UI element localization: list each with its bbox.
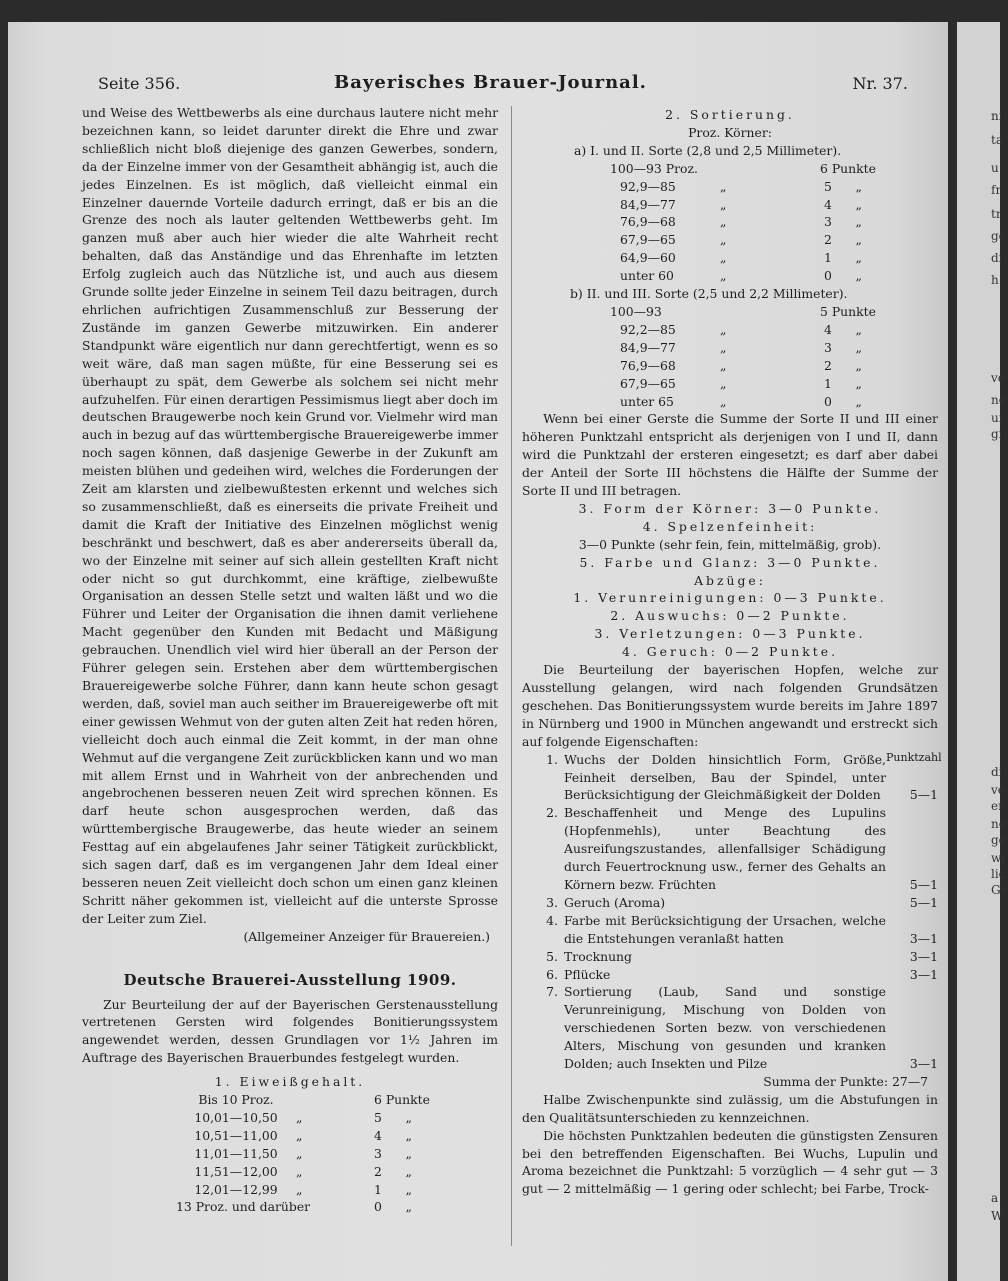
range-cell: unter 60 bbox=[620, 268, 674, 284]
item-score: 3—1 bbox=[909, 966, 938, 982]
table-row bbox=[610, 375, 876, 393]
item-number: 3. bbox=[546, 894, 558, 910]
points-column-header: Punktzahl bbox=[886, 750, 942, 764]
item-text: Trocknung bbox=[564, 948, 632, 964]
edge-text-fragment: ta bbox=[991, 133, 1003, 147]
deduction-item: 3. Verletzungen: 0—3 Punkte. bbox=[594, 626, 866, 642]
list-item bbox=[522, 750, 942, 805]
edge-text-fragment: W bbox=[991, 1209, 1004, 1223]
points-cell: 1 „ bbox=[824, 375, 862, 391]
table-row bbox=[176, 1091, 430, 1109]
points-cell: 4 „ bbox=[824, 196, 862, 212]
range-cell: 12,01—12,99 bbox=[194, 1181, 278, 1197]
edge-text-fragment: h bbox=[991, 273, 999, 287]
sort-a-table bbox=[610, 160, 876, 285]
table-row bbox=[610, 267, 876, 285]
edge-text-fragment: lic bbox=[991, 867, 1006, 881]
intro-paragraph: Zur Beurteilung der auf der Bayerischen Gerstenausstellung vertretenen Gersten wird folgendes Bonitierungssystem angewendet werden, dessen Grundlagen vor 1½ Jahren im Auftrage des Bayerischen Brauerbundes festgelegt wurden. bbox=[82, 996, 498, 1066]
ditto-mark: „ bbox=[720, 321, 727, 337]
range-cell: 84,9—77 bbox=[620, 196, 676, 212]
ditto-mark: „ bbox=[720, 232, 727, 248]
item-score: 5—1 bbox=[909, 894, 938, 910]
sorting-subtitle: Proz. Körner: bbox=[688, 124, 772, 140]
edge-text-fragment: ve bbox=[991, 783, 1005, 797]
edge-text-fragment: gi bbox=[991, 427, 1003, 441]
deduction-item: 1. Verunreinigungen: 0—3 Punkte. bbox=[573, 590, 887, 606]
item-score: 3—1 bbox=[909, 1056, 938, 1072]
table-row bbox=[176, 1181, 430, 1199]
ditto-mark: „ bbox=[296, 1145, 303, 1161]
range-cell: 92,9—85 bbox=[620, 178, 676, 194]
range-cell: unter 65 bbox=[620, 393, 674, 409]
table-row bbox=[610, 178, 876, 196]
hops-criteria-list bbox=[522, 750, 942, 1073]
list-item bbox=[522, 948, 938, 966]
left-column bbox=[82, 104, 498, 1216]
list-item bbox=[522, 912, 938, 948]
protein-table bbox=[176, 1091, 430, 1216]
item-score: 3—1 bbox=[909, 948, 938, 964]
page-number: Seite 356. bbox=[98, 74, 181, 93]
column-rule bbox=[511, 106, 512, 1246]
list-item bbox=[522, 894, 938, 912]
item-number: 6. bbox=[546, 966, 558, 982]
item-score: 5—1 bbox=[909, 787, 938, 803]
range-cell: 11,01—11,50 bbox=[194, 1145, 278, 1161]
range-cell: 84,9—77 bbox=[620, 339, 676, 355]
range-cell: 76,9—68 bbox=[620, 214, 676, 230]
list-item bbox=[522, 966, 938, 984]
ditto-mark: „ bbox=[720, 268, 727, 284]
ditto-mark: „ bbox=[296, 1163, 303, 1179]
ditto-mark: „ bbox=[720, 393, 727, 409]
deduction-item: 2. Auswuchs: 0—2 Punkte. bbox=[610, 608, 850, 624]
sort-b-title: b) II. und III. Sorte (2,5 und 2,2 Millimeter). bbox=[570, 286, 848, 302]
points-cell: 3 „ bbox=[374, 1145, 412, 1161]
range-cell: 100—93 bbox=[610, 303, 662, 319]
range-cell: 67,9—65 bbox=[620, 375, 676, 391]
range-cell: 100—93 Proz. bbox=[610, 160, 698, 176]
table-row bbox=[610, 321, 876, 339]
points-cell: 0 „ bbox=[824, 393, 862, 409]
table-row bbox=[610, 213, 876, 231]
points-cell: 2 „ bbox=[824, 232, 862, 248]
half-points-paragraph: Halbe Zwischenpunkte sind zulässig, um die Abstufungen in den Qualitätsunterschieden zu kennzeichnen. bbox=[522, 1091, 938, 1125]
table-row bbox=[176, 1127, 430, 1145]
item-text: Farbe mit Berücksichtigung der Ursachen, welche die Entstehungen veranlaßt hatten bbox=[564, 912, 886, 946]
points-cell: 2 „ bbox=[824, 357, 862, 373]
sum-line: Summa der Punkte: 27—7 bbox=[763, 1073, 928, 1089]
item-number: 7. bbox=[546, 984, 558, 1000]
edge-text-fragment: ne bbox=[991, 817, 1006, 831]
item-number: 2. bbox=[546, 805, 558, 821]
sorting-paragraph: Wenn bei einer Gerste die Summe der Sorte II und III einer höheren Punktzahl entspricht als derjenigen von I und II, dann wird die Punktzahl der ersteren eingesetzt; es darf aber dabei der Anteil der Sorte III höchstens die Hälfte der Summe der Sorte II und III betragen. bbox=[522, 411, 938, 499]
table-row bbox=[176, 1198, 430, 1216]
ditto-mark: „ bbox=[720, 214, 727, 230]
range-cell: 10,01—10,50 bbox=[194, 1109, 278, 1125]
table-row bbox=[610, 303, 876, 321]
table-row bbox=[610, 393, 876, 411]
table-row bbox=[176, 1145, 430, 1163]
edge-text-fragment: fr bbox=[991, 183, 1002, 197]
ditto-mark: „ bbox=[720, 357, 727, 373]
item-text: Beschaffenheit und Menge des Lupulins (Hopfenmehls), unter Beachtung des Ausreifungszustandes, allenfallsiger Schädigung durch Feuertrocknung usw., ferner des Gehalts an Körnern bezw. Früchten bbox=[564, 805, 886, 892]
points-cell: 5 „ bbox=[374, 1109, 412, 1125]
edge-text-fragment: tr bbox=[991, 207, 1002, 221]
points-cell: 5 „ bbox=[824, 178, 862, 194]
points-cell: 6 Punkte bbox=[374, 1092, 430, 1108]
points-cell: 3 „ bbox=[824, 339, 862, 355]
husk-title: 4. Spelzenfeinheit: bbox=[642, 518, 818, 534]
ditto-mark: „ bbox=[720, 250, 727, 266]
grain-form: 3. Form der Körner: 3—0 Punkte. bbox=[578, 500, 882, 516]
list-item bbox=[522, 983, 938, 1073]
table-row bbox=[610, 339, 876, 357]
article-paragraph: und Weise des Wettbewerbs als eine durchaus lautere nicht mehr bezeichnen kann, so leidet darunter direkt die Ehre und zwar schließlich nicht bloß diejenige des ganzen Gewerbes, sondern, da der Einzelne immer von der Gesamtheit abhängig ist, auch die jedes Einzelnen. Es ist möglich, daß vielleicht einmal ein Einzelner dauernde Vorteile dadurch erringt, daß er bis an die Grenze des noch als lauter geltenden Wettbewerbs geht. Im ganzen muß aber auch hier wieder die alte Wahrheit recht behalten, daß das Anständige und das Ehrenhafte im letzten Erfolg zugleich auch das Nützliche ist, und auch aus diesem Grunde sollte jeder Einzelne in seinem Teil dazu beitragen, durch ehrlichen aufrichtigen Zusammenschluß zur Besserung der Zustände im ganzen Gewerbe mitzuwirken. Ein anderer Standpunkt wäre eigentlich nur dann gerechtfertigt, wenn es so weit wäre, daß man sagen müßte, für eine Besserung sei es überhaupt zu spät, dem Gewerbe als solchem sei nicht mehr aufzuhelfen. Für einen derartigen Pessimismus liegt aber doch im deutschen Braugewerbe noch kein Grund vor. Vielmehr wird man auch in bezug auf das württembergische Brauereigewerbe immer noch sagen können, daß dasjenige Gewerbe in der Zukunft am meisten blühen und gedeihen wird, welches die Forderungen der Zeit am klarsten und zielbewußtesten erkennt und welches sich so zusammenschließt, daß es einerseits die private Freiheit und damit die Kraft der Initiative des Einzelnen möglichst wenig beschränkt und beschwert, daß es aber andererseits überall da, wo der Einzelne mit seiner auf sich allein gestellten Kraft nicht oder nicht so gut durchkommt, eine kräftige, zielbewußte Organisation an dessen Stelle setzt und walten läßt und wo die Führer und Leiter der Organisation die ihnen damit verliehene Macht gegenüber den Kunden mit Bedacht und Mäßigung gebrauchen. Unendlich viel wird hier überall an der Person der Führer gelegen sein. Erstehen aber dem württembergischen Brauereigewerbe solche Führer, dann kann heute schon gesagt werden, daß, soviel man auch seither im Brauereigewerbe oft mit einer gewissen Wehmut von der guten alten Zeit hat reden hören, vielleicht doch auch einmal die Zeit kommt, in der man ohne Wehmut auf die vergangene Zeit zurückblicken kann und wo man mit allem Ernst und in Wahrheit von der anbrechenden und angebrochenen besseren neuen Zeit wird sprechen können. Es darf heute schon ausgesprochen werden, daß das württembergische Braugewerbe, das heute wieder an seinem Festtag auf ein abgelaufenes Jahr seiner Tätigkeit zurückblickt, sich sagen darf, daß es im vergangenen Jahr dem Ideal einer besseren neuen Zeit vielleicht doch schon um einen ganz kleinen Schritt näher gekommen ist, vielleicht auf die unterste Sprosse der Leiter zum Ziel. bbox=[82, 105, 498, 926]
right-column bbox=[522, 106, 942, 1198]
points-cell: 0 „ bbox=[374, 1199, 412, 1215]
table-row bbox=[176, 1109, 430, 1127]
table-row bbox=[176, 1163, 430, 1181]
husk-text: 3—0 Punkte (sehr fein, fein, mittelmäßig, grob). bbox=[578, 536, 882, 552]
deductions-title: Abzüge: bbox=[694, 572, 766, 588]
range-cell: 67,9—65 bbox=[620, 232, 676, 248]
range-cell: 11,51—12,00 bbox=[194, 1163, 278, 1179]
ditto-mark: „ bbox=[720, 196, 727, 212]
edge-text-fragment: er bbox=[991, 799, 1004, 813]
item-score: 3—1 bbox=[909, 930, 938, 946]
edge-text-fragment: wi bbox=[991, 851, 1006, 865]
edge-text-fragment: ge bbox=[991, 833, 1006, 847]
ditto-mark: „ bbox=[296, 1127, 303, 1143]
ditto-mark: „ bbox=[720, 375, 727, 391]
range-cell: 10,51—11,00 bbox=[194, 1127, 278, 1143]
item-number: 4. bbox=[546, 912, 558, 928]
ditto-mark: „ bbox=[296, 1181, 303, 1197]
adjacent-page-edge bbox=[957, 22, 1008, 1281]
color-gloss: 5. Farbe und Glanz: 3—0 Punkte. bbox=[579, 554, 881, 570]
list-item bbox=[522, 804, 938, 894]
ditto-mark: „ bbox=[720, 339, 727, 355]
sorting-title: 2. Sortierung. bbox=[665, 107, 795, 122]
edge-text-fragment: Ge bbox=[991, 883, 1008, 897]
points-cell: 3 „ bbox=[824, 214, 862, 230]
deductions-list bbox=[522, 589, 938, 661]
range-cell: 64,9—60 bbox=[620, 250, 676, 266]
edge-text-fragment: ui bbox=[991, 411, 1003, 425]
edge-text-fragment: u bbox=[991, 161, 999, 175]
range-cell: 76,9—68 bbox=[620, 357, 676, 373]
edge-text-fragment: ge bbox=[991, 229, 1006, 243]
item-number: 5. bbox=[546, 948, 558, 964]
source-citation: (Allgemeiner Anzeiger für Brauereien.) bbox=[243, 928, 490, 944]
points-cell: 5 Punkte bbox=[820, 303, 876, 319]
journal-title: Bayerisches Brauer-Journal. bbox=[334, 72, 647, 93]
range-cell: 92,2—85 bbox=[620, 321, 676, 337]
edge-text-fragment: di bbox=[991, 251, 1003, 265]
table-row bbox=[610, 160, 876, 178]
protein-title: 1. Eiweißgehalt. bbox=[214, 1074, 366, 1090]
points-cell: 6 Punkte bbox=[820, 160, 876, 176]
points-cell: 2 „ bbox=[374, 1163, 412, 1179]
table-row bbox=[610, 357, 876, 375]
edge-text-fragment: ni bbox=[991, 109, 1003, 123]
points-cell: 0 „ bbox=[824, 268, 862, 284]
hops-paragraph: Die Beurteilung der bayerischen Hopfen, welche zur Ausstellung gelangen, wird nach folgenden Grundsätzen geschehen. Das Bonitierungssystem wurde bereits im Jahre 1897 in Nürnberg und 1900 in München angewandt und erstreckt sich auf folgende Eigenschaften: bbox=[522, 662, 938, 749]
item-text: Sortierung (Laub, Sand und sonstige Verunreinigung, Mischung von Dolden von verschiedenen Sorten bezw. von verschiedenen Alters, Mischung von gesunden und kranken Dolden; auch Insekten und Pilze bbox=[564, 984, 886, 1072]
page-header bbox=[98, 74, 908, 96]
points-cell: 1 „ bbox=[374, 1181, 412, 1197]
item-score: 5—1 bbox=[909, 876, 938, 892]
range-cell: 13 Proz. und darüber bbox=[176, 1199, 311, 1215]
points-cell: 1 „ bbox=[824, 250, 862, 266]
deduction-item: 4. Geruch: 0—2 Punkte. bbox=[621, 644, 839, 660]
item-text: Pflücke bbox=[564, 966, 611, 982]
ditto-mark: „ bbox=[720, 178, 727, 194]
table-row bbox=[610, 231, 876, 249]
edge-text-fragment: ve bbox=[991, 371, 1005, 385]
item-text: Wuchs der Dolden hinsichtlich Form, Größe, Feinheit derselben, Bau der Spindel, unter Berücksichtigung der Gleichmäßigkeit der Dolden bbox=[564, 751, 886, 803]
points-cell: 4 „ bbox=[374, 1127, 412, 1143]
item-text: Geruch (Aroma) bbox=[564, 894, 666, 910]
edge-text-fragment: ne bbox=[991, 393, 1006, 407]
item-number: 1. bbox=[546, 751, 558, 767]
sort-a-title: a) I. und II. Sorte (2,8 und 2,5 Millimeter). bbox=[574, 142, 842, 158]
ditto-mark: „ bbox=[296, 1109, 303, 1125]
edge-text-fragment: a bbox=[991, 1191, 999, 1205]
edge-text-fragment: di bbox=[991, 765, 1003, 779]
points-cell: 4 „ bbox=[824, 321, 862, 337]
section-heading: Deutsche Brauerei-Ausstellung 1909. bbox=[123, 970, 457, 989]
table-row bbox=[610, 196, 876, 214]
issue-number: Nr. 37. bbox=[852, 74, 908, 93]
scores-paragraph: Die höchsten Punktzahlen bedeuten die günstigsten Zensuren bei den betreffenden Eigenschaften. Bei Wuchs, Lupulin und Aroma bezeichnet die Punktzahl: 5 vorzüglich — 4 sehr gut — 3 gut — 2 mittelmäßig — 1 gering oder schlecht; bei Farbe, Trock- bbox=[522, 1127, 938, 1197]
sort-b-table bbox=[610, 303, 876, 410]
range-cell: Bis 10 Proz. bbox=[198, 1092, 274, 1108]
table-row bbox=[610, 249, 876, 267]
